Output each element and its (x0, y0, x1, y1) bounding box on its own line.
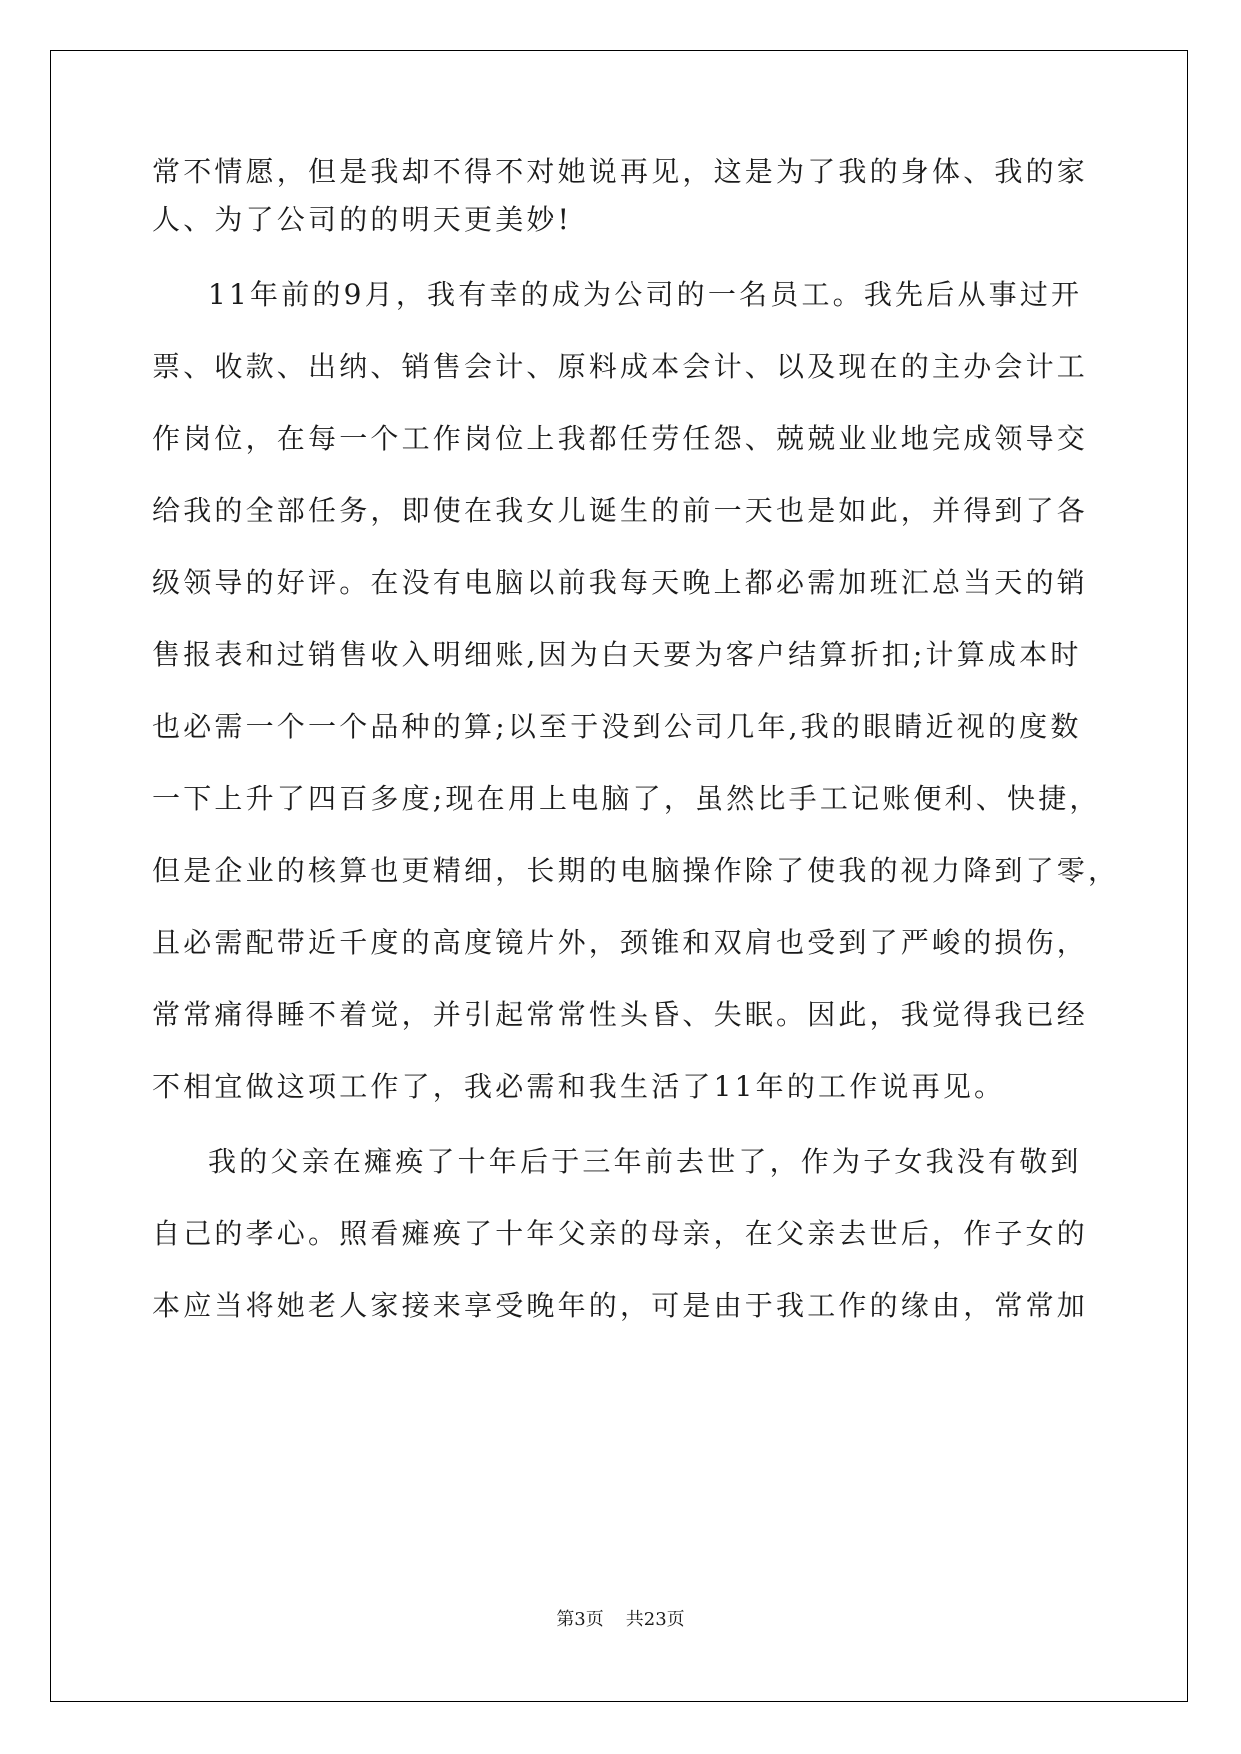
text-line: 作岗位，在每一个工作岗位上我都任劳任怨、兢兢业业地完成领导交 (152, 422, 1089, 455)
text-line: 且必需配带近千度的高度镜片外，颈锥和双肩也受到了严峻的损伤， (152, 926, 1089, 959)
text-line: 级领导的好评。在没有电脑以前我每天晚上都必需加班汇总当天的销 (152, 566, 1089, 599)
text-line: 一下上升了四百多度;现在用上电脑了，虽然比手工记账便利、快捷， (152, 782, 1101, 815)
text-line: 自己的孝心。照看瘫痪了十年父亲的母亲，在父亲去世后，作子女的 (152, 1217, 1089, 1250)
text-line: 也必需一个一个品种的算;以至于没到公司几年,我的眼睛近视的度数 (152, 710, 1082, 743)
text-line: 本应当将她老人家接来享受晚年的，可是由于我工作的缘由，常常加 (152, 1289, 1089, 1322)
text-line: 常常痛得睡不着觉，并引起常常性头昏、失眠。因此，我觉得我已经 (152, 998, 1089, 1031)
text-line: 票、收款、出纳、销售会计、原料成本会计、以及现在的主办会计工 (152, 350, 1089, 383)
paragraph-start-line: 11年前的9月，我有幸的成为公司的一名员工。我先后从事过开 (208, 278, 1083, 311)
text-line: 给我的全部任务，即使在我女儿诞生的前一天也是如此，并得到了各 (152, 494, 1089, 527)
text-line: 常不情愿，但是我却不得不对她说再见，这是为了我的身体、我的家 (152, 155, 1089, 188)
paragraph-start-line: 我的父亲在瘫痪了十年后于三年前去世了，作为子女我没有敬到 (208, 1145, 1082, 1178)
text-line: 不相宜做这项工作了，我必需和我生活了11年的工作说再见。 (152, 1070, 1006, 1103)
current-page-number: 第3页 (556, 1609, 604, 1630)
total-page-count: 共23页 (625, 1609, 685, 1630)
page-footer (0, 1608, 1241, 1632)
text-line: 售报表和过销售收入明细账,因为白天要为客户结算折扣;计算成本时 (152, 638, 1082, 671)
text-line: 但是企业的核算也更精细，长期的电脑操作除了使我的视力降到了零， (152, 854, 1120, 887)
text-line: 人、为了公司的的明天更美妙! (152, 203, 573, 236)
